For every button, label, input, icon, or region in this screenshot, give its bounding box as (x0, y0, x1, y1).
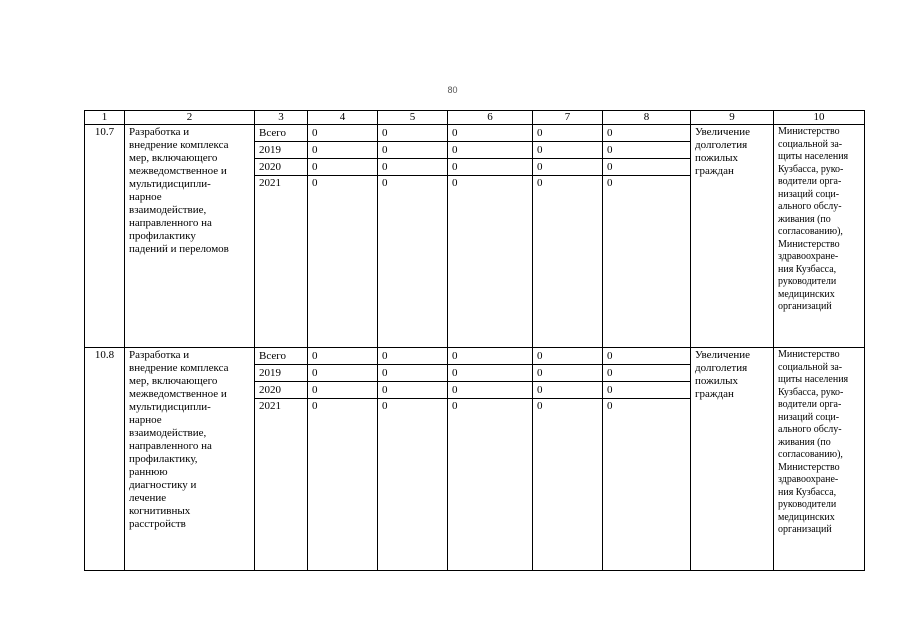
value-cell: 0 (308, 125, 378, 142)
value-cell: 0 (533, 142, 603, 159)
value-cell: 0 (308, 382, 378, 399)
value-cell: 0 (308, 348, 378, 365)
value-cell: 0 (448, 142, 533, 159)
value-cell: 0 (533, 382, 603, 399)
column-header: 10 (774, 111, 865, 125)
value-cell: 0 (448, 399, 533, 571)
responsible-executor: Министерство социальной за- щиты населения Кузбасса, руко- водители орга- низаций соци- ального обслу- живания (по согласованию), Министерство здравоохране- ния Кузбасса, руководители медицинских организаций (774, 348, 865, 571)
value-cell: 0 (448, 382, 533, 399)
value-cell: 0 (533, 399, 603, 571)
value-cell: 0 (603, 159, 691, 176)
table-row (85, 348, 865, 365)
column-header: 7 (533, 111, 603, 125)
header-row (85, 111, 865, 125)
value-cell: 0 (308, 176, 378, 348)
value-cell: 0 (378, 365, 448, 382)
year-label: 2020 (255, 382, 308, 399)
year-label: 2020 (255, 159, 308, 176)
value-cell: 0 (378, 382, 448, 399)
value-cell: 0 (448, 159, 533, 176)
column-header: 4 (308, 111, 378, 125)
value-cell: 0 (308, 399, 378, 571)
value-cell: 0 (448, 365, 533, 382)
value-cell: 0 (533, 348, 603, 365)
responsible-executor: Министерство социальной за- щиты населения Кузбасса, руко- водители орга- низаций соци- ального обслу- живания (по согласованию), Министерство здравоохране- ния Кузбасса, руководители медицинских организаций (774, 125, 865, 348)
column-header: 2 (125, 111, 255, 125)
value-cell: 0 (308, 142, 378, 159)
measure-name: Разработка и внедрение комплекса мер, включающего межведомственное и мультидисципли- нарное взаимодействие, направленного на профилактику, раннюю диагностику и лечение когнитивных расстройств (125, 348, 255, 571)
year-label: 2019 (255, 142, 308, 159)
year-label: 2021 (255, 176, 308, 348)
measure-code: 10.8 (85, 348, 125, 571)
expected-result: Увеличение долголетия пожилых граждан (691, 348, 774, 571)
year-label: Всего (255, 348, 308, 365)
year-label: 2019 (255, 365, 308, 382)
program-table (84, 110, 865, 571)
column-header: 6 (448, 111, 533, 125)
value-cell: 0 (448, 176, 533, 348)
measure-code: 10.7 (85, 125, 125, 348)
column-header: 3 (255, 111, 308, 125)
page-number: 80 (447, 85, 458, 95)
value-cell: 0 (533, 125, 603, 142)
value-cell: 0 (448, 348, 533, 365)
value-cell: 0 (378, 125, 448, 142)
value-cell: 0 (308, 159, 378, 176)
value-cell: 0 (378, 176, 448, 348)
value-cell: 0 (378, 348, 448, 365)
value-cell: 0 (533, 159, 603, 176)
measure-name: Разработка и внедрение комплекса мер, включающего межведомственное и мультидисципли- нарное взаимодействие, направленного на профилактику падений и переломов (125, 125, 255, 348)
value-cell: 0 (448, 125, 533, 142)
table-row (85, 125, 865, 142)
value-cell: 0 (603, 365, 691, 382)
value-cell: 0 (378, 142, 448, 159)
year-label: Всего (255, 125, 308, 142)
value-cell: 0 (603, 142, 691, 159)
value-cell: 0 (378, 159, 448, 176)
column-header: 5 (378, 111, 448, 125)
expected-result: Увеличение долголетия пожилых граждан (691, 125, 774, 348)
year-label: 2021 (255, 399, 308, 571)
value-cell: 0 (603, 382, 691, 399)
value-cell: 0 (603, 125, 691, 142)
column-header: 9 (691, 111, 774, 125)
value-cell: 0 (603, 348, 691, 365)
value-cell: 0 (533, 365, 603, 382)
value-cell: 0 (603, 399, 691, 571)
value-cell: 0 (603, 176, 691, 348)
value-cell: 0 (533, 176, 603, 348)
column-header: 1 (85, 111, 125, 125)
column-header: 8 (603, 111, 691, 125)
value-cell: 0 (308, 365, 378, 382)
value-cell: 0 (378, 399, 448, 571)
